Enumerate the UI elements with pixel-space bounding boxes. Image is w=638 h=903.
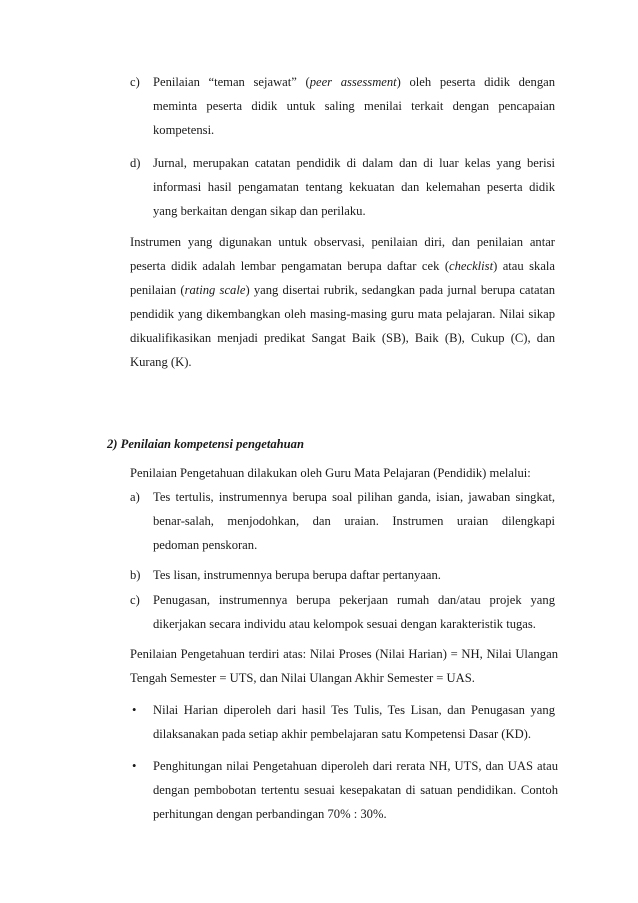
bullet-2-line-2: dengan pembobotan tertentu sesuai kesepakatan di satuan pendidikan. Contoh xyxy=(153,783,558,797)
list-marker-c: c) xyxy=(130,75,140,89)
item-a-line-1: Tes tertulis, instrumennya berupa soal pilihan ganda, isian, jawaban singkat, xyxy=(153,490,555,504)
item-c2-line-2: dikerjakan secara individu atau kelompok sesuai dengan karakteristik tugas. xyxy=(153,617,536,631)
item-c-line-3: kompetensi. xyxy=(153,123,215,137)
item-c-line-2: meminta peserta didik untuk saling menilai terkait dengan pencapaian xyxy=(153,99,555,113)
checklist-term: checklist xyxy=(449,259,494,273)
instrumen-line-5: dikualifikasikan menjadi predikat Sangat Baik (SB), Baik (B), Cukup (C), dan xyxy=(130,331,555,345)
item-c-term: peer assessment xyxy=(309,75,397,89)
instrumen-line-3-c: ) yang disertai rubrik, sedangkan pada jurnal berupa catatan xyxy=(245,283,555,297)
list-marker-c2: c) xyxy=(130,593,140,607)
bullet-2-line-3: perhitungan dengan perbandingan 70% : 30%. xyxy=(153,807,387,821)
item-c2-line-1: Penugasan, instrumennya berupa pekerjaan rumah dan/atau projek yang xyxy=(153,593,555,607)
intro-text: Penilaian Pengetahuan dilakukan oleh Guru Mata Pelajaran (Pendidik) melalui: xyxy=(130,466,531,480)
item-c-line-1 xyxy=(153,74,555,90)
item-a-line-3: pedoman penskoran. xyxy=(153,538,258,552)
section-heading: 2) Penilaian kompetensi pengetahuan xyxy=(107,437,304,451)
rating-scale-term: rating scale xyxy=(184,283,246,297)
item-b-line-1: Tes lisan, instrumennya berupa berupa daftar pertanyaan. xyxy=(153,568,441,582)
terdiri-line-2: Tengah Semester = UTS, dan Nilai Ulangan Akhir Semester = UAS. xyxy=(130,671,475,685)
list-marker-a: a) xyxy=(130,490,140,504)
bullet-1-line-1: Nilai Harian diperoleh dari hasil Tes Tulis, Tes Lisan, dan Penugasan yang xyxy=(153,703,555,717)
item-d-line-3: yang berkaitan dengan sikap dan perilaku. xyxy=(153,204,366,218)
bullet-marker-1: • xyxy=(132,703,137,717)
item-d-line-2: informasi hasil pengamatan tentang kekuatan dan kelemahan peserta didik xyxy=(153,180,555,194)
bullet-marker-2: • xyxy=(132,759,137,773)
bullet-1-line-2: dilaksanakan pada setiap akhir pembelajaran satu Kompetensi Dasar (KD). xyxy=(153,727,532,741)
item-d-line-1: Jurnal, merupakan catatan pendidik di dalam dan di luar kelas yang berisi xyxy=(153,156,555,170)
bullet-2-line-1: Penghitungan nilai Pengetahuan diperoleh dari rerata NH, UTS, dan UAS atau xyxy=(153,759,558,773)
item-a-line-2: benar-salah, menjodohkan, dan uraian. Instrumen uraian dilengkapi xyxy=(153,514,555,528)
instrumen-line-1: Instrumen yang digunakan untuk observasi, penilaian diri, dan penilaian antar xyxy=(130,235,555,249)
item-c-text-2: ) oleh peserta didik dengan xyxy=(396,75,556,89)
instrumen-line-4: pendidik yang dikembangkan oleh masing-masing guru mata pelajaran. Nilai sikap xyxy=(130,307,555,321)
instrumen-line-3-a: penilaian ( xyxy=(130,283,185,297)
instrumen-line-2-a: peserta didik adalah lembar pengamatan berupa daftar cek ( xyxy=(130,259,450,273)
instrumen-line-6: Kurang (K). xyxy=(130,355,192,369)
instrumen-line-2-c: ) atau skala xyxy=(493,259,555,273)
list-marker-b: b) xyxy=(130,568,141,582)
instrumen-line-3 xyxy=(130,282,555,298)
terdiri-line-1: Penilaian Pengetahuan terdiri atas: Nilai Proses (Nilai Harian) = NH, Nilai Ulangan xyxy=(130,647,558,661)
item-c-text-1: Penilaian “teman sejawat” ( xyxy=(153,75,310,89)
list-marker-d: d) xyxy=(130,156,141,170)
instrumen-line-2 xyxy=(130,258,555,274)
